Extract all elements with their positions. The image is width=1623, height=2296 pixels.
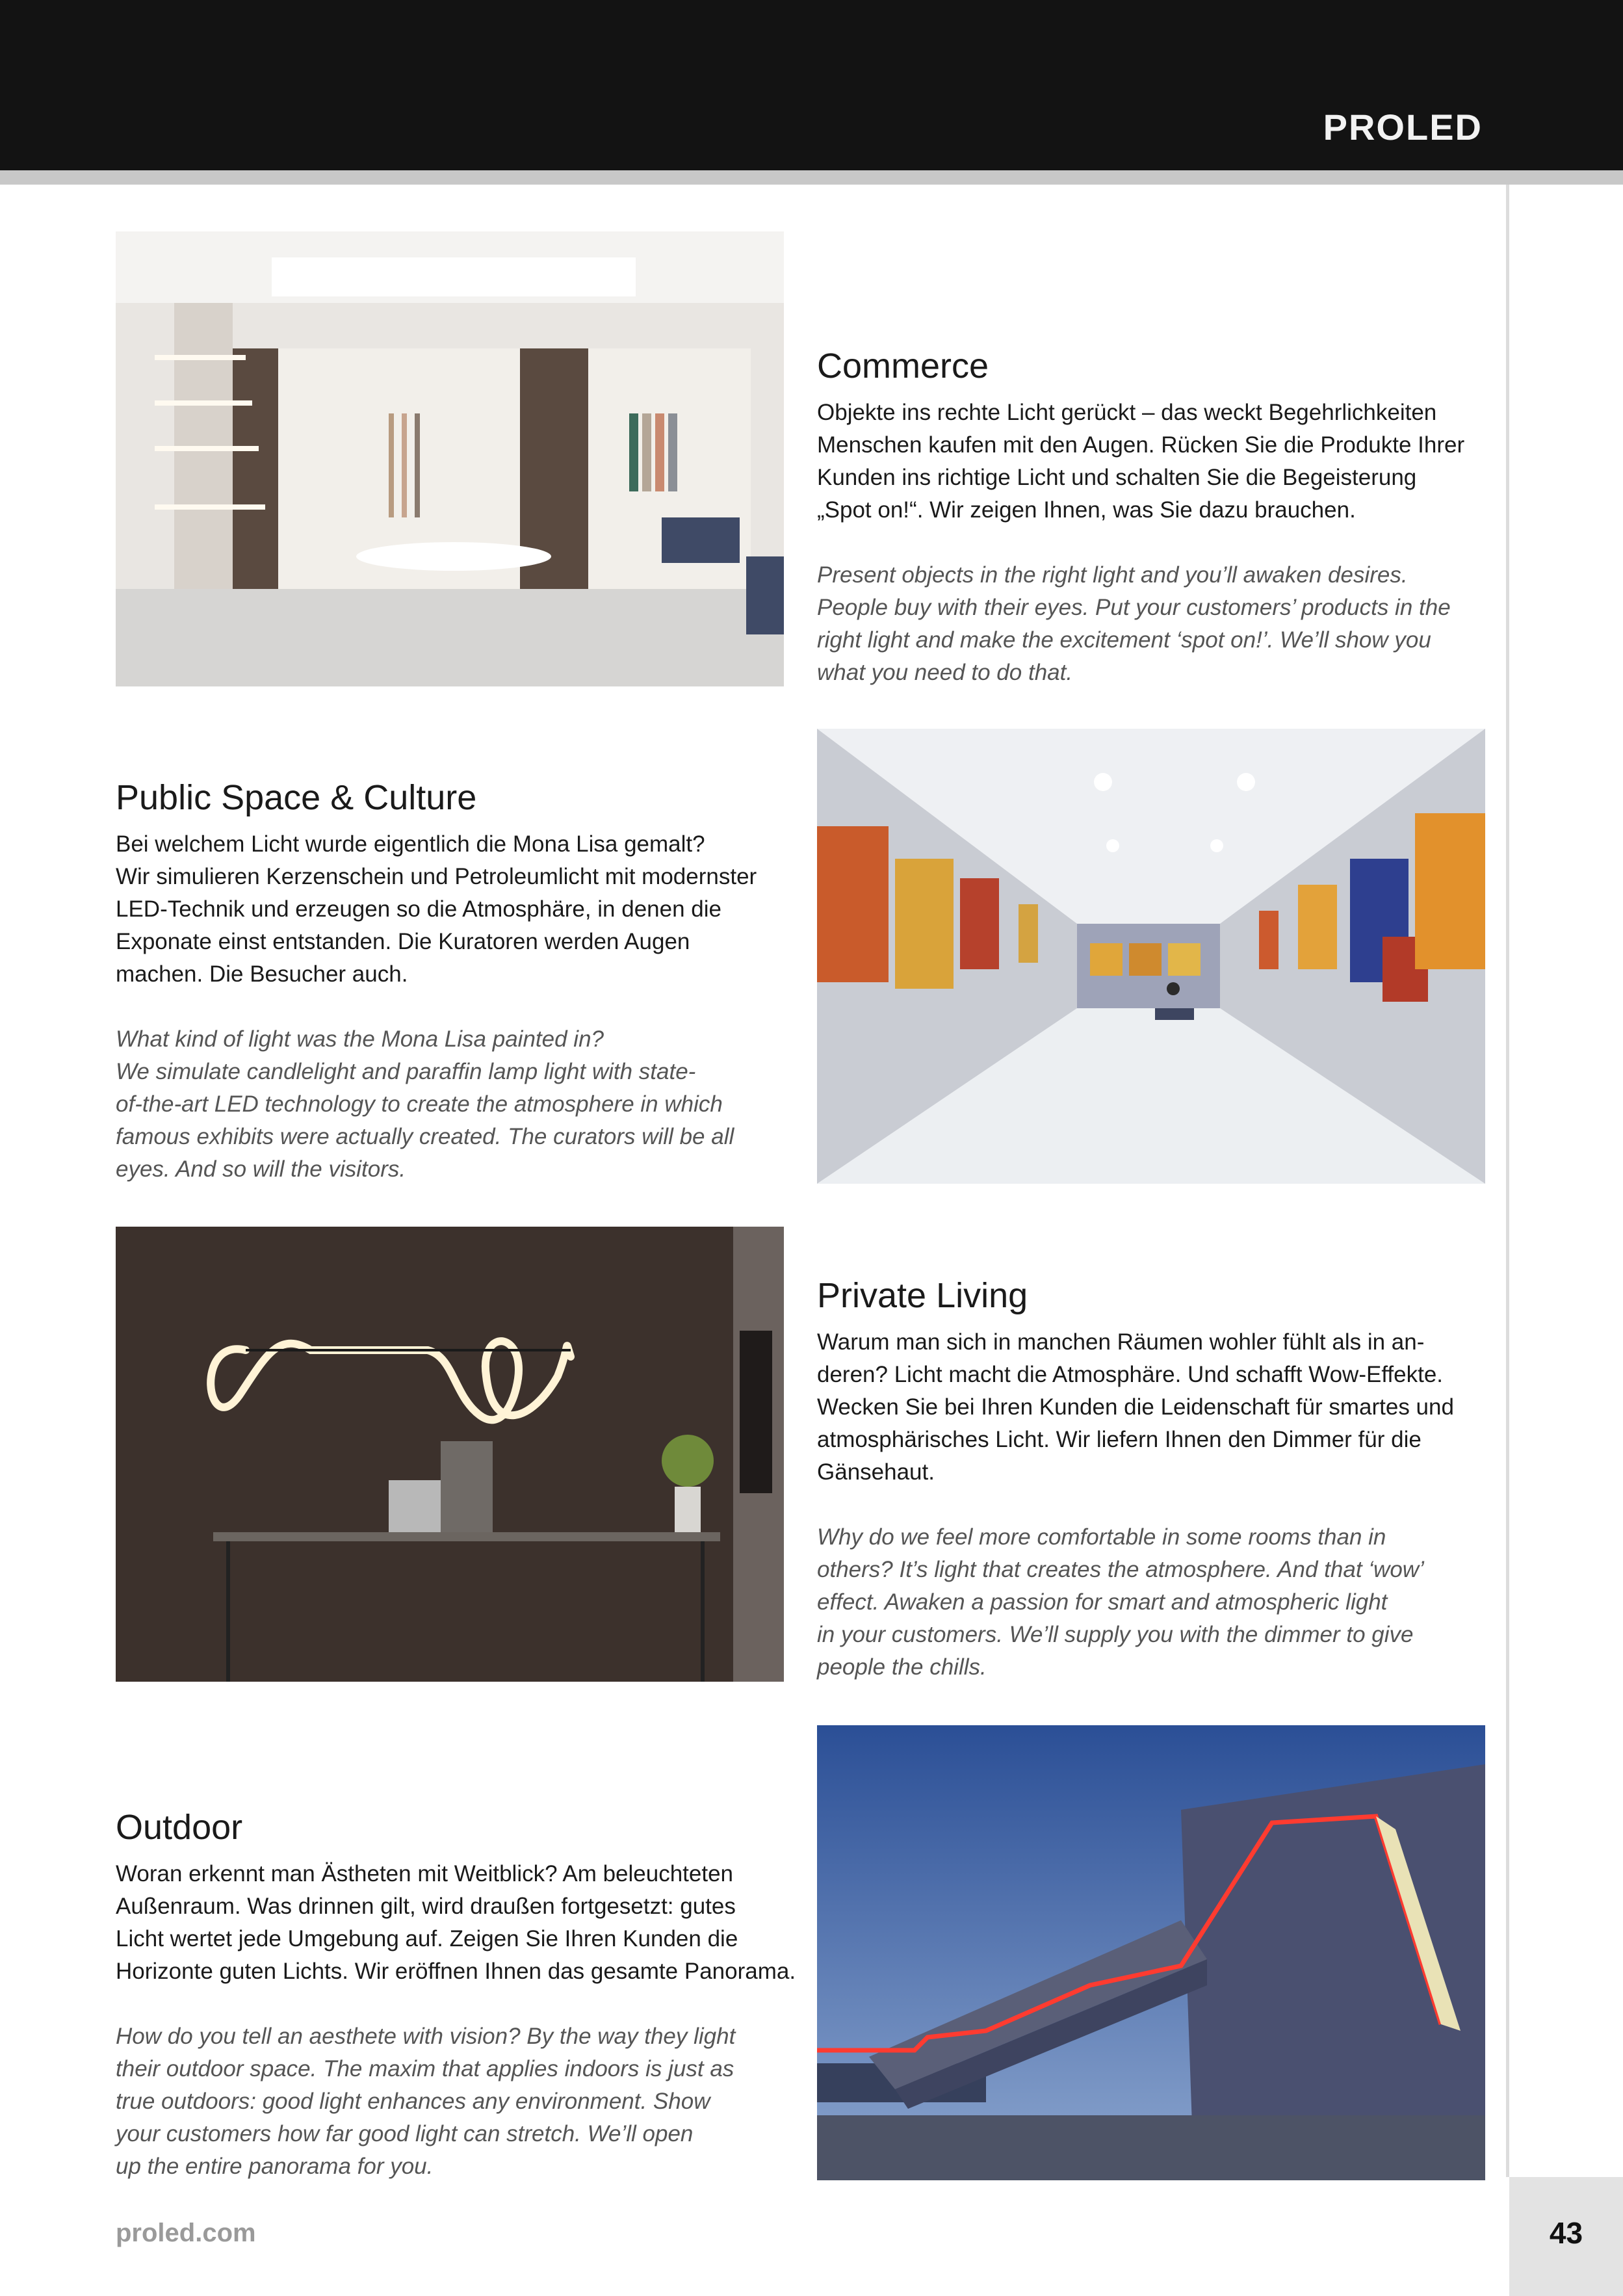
- culture-text-de: Bei welchem Licht wurde eigentlich die Mona Lisa gemalt? Wir simulieren Kerzenschein und Petroleumlicht mit modernster LED-Technik und erzeugen so die Atmosphäre, in denen die Exponate einst entstanden. Die Kuratoren werden Augen machen. Die Besucher auch.: [116, 831, 757, 987]
- culture-text-en: What kind of light was the Mona Lisa painted in? We simulate candlelight and paraffin lamp light with state- of-the-art LED technology to create the atmosphere in which famous exhibits were actually created. The curators will be all eyes. And so will the visitors.: [116, 1026, 734, 1182]
- living-photo: [116, 1227, 784, 1682]
- page-number: 43: [1549, 2216, 1583, 2250]
- living-title: Private Living: [817, 1276, 1028, 1315]
- margin-rule: [1506, 185, 1509, 2177]
- commerce-section: [817, 345, 1500, 689]
- commerce-photo: [116, 231, 784, 686]
- culture-section: [116, 776, 798, 1186]
- outdoor-title: Outdoor: [116, 1808, 243, 1847]
- footer-url[interactable]: proled.com: [116, 2219, 256, 2247]
- header-stripe: [0, 170, 1623, 185]
- outdoor-photo: [817, 1725, 1485, 2180]
- outdoor-section: [116, 1806, 798, 2183]
- living-text-en: Why do we feel more comfortable in some rooms than in others? It’s light that creates the atmosphere. And that ‘wow’ effect. Awaken a passion for smart and atmospheric light in your customers. We’ll supply you with the dimmer to give people the chills.: [817, 1524, 1424, 1680]
- commerce-text-de: Objekte ins rechte Licht gerückt – das weckt Begehrlichkeiten Menschen kaufen mit den Augen. Rücken Sie die Produkte Ihrer Kunden ins richtige Licht und schalten Sie die Begeisterung „Spot on!“. Wir zeigen Ihnen, was Sie dazu brauchen.: [817, 400, 1465, 523]
- culture-title: Public Space & Culture: [116, 778, 477, 817]
- living-text-de: Warum man sich in manchen Räumen wohler fühlt als in an- deren? Licht macht die Atmosphäre. Und schafft Wow-Effekte. Wecken Sie bei Ihren Kunden die Leidenschaft für smartes und atmosphärisches Licht. Wir liefern Ihnen den Dimmer für die Gänsehaut.: [817, 1329, 1454, 1485]
- outdoor-text-en: How do you tell an aesthete with vision? By the way they light their outdoor space. The maxim that applies indoors is just as true outdoors: good light enhances any environment. Show your customers how far good light can stretch. We’ll open up the entire panorama for you.: [116, 2024, 736, 2179]
- commerce-title: Commerce: [817, 346, 989, 385]
- commerce-text-en: Present objects in the right light and you’ll awaken desires. People buy with their eyes. Put your customers’ products in the right light and make the excitement ‘spot on!’. We’ll show you what you need to do that.: [817, 562, 1451, 685]
- outdoor-text-de: Woran erkennt man Ästheten mit Weitblick? Am beleuchteten Außenraum. Was drinnen gilt, wird draußen fortgesetzt: gutes Licht wertet jede Umgebung auf. Zeigen Sie Ihren Kunden die Horizonte guten Lichts. Wir eröffnen Ihnen das gesamte Panorama.: [116, 1861, 796, 1984]
- brand-logo: PROLED: [1323, 107, 1483, 148]
- culture-photo: [817, 729, 1485, 1184]
- living-section: [817, 1274, 1500, 1684]
